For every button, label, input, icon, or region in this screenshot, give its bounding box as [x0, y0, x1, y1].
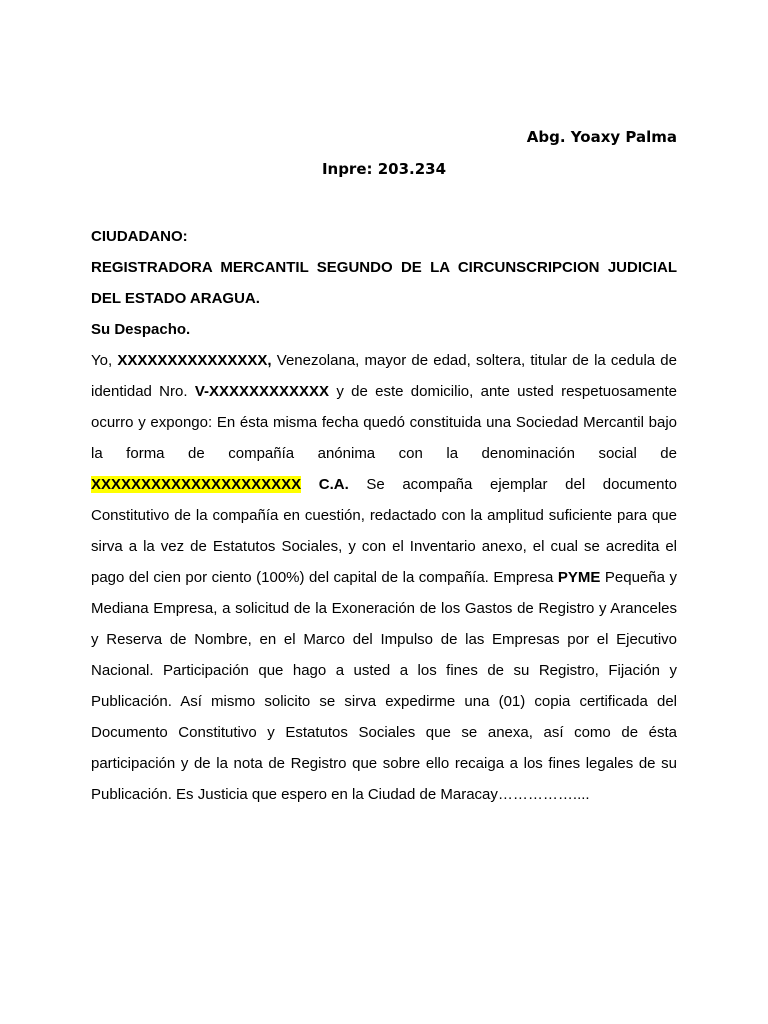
text-segment: Se acompaña ejemplar del documento Constitutivo de la compañía en cuestión, redactado con la amplitud suficiente para que sirva a la vez de Estatutos Sociales, y con el Inventario anexo, el cual se acredita el pago del cien por ciento (100%) del capital de la compañía. Empresa: [91, 476, 677, 586]
id-placeholder: V-XXXXXXXXXXXX: [194, 383, 330, 400]
closing-line: Su Despacho.: [91, 321, 191, 338]
main-paragraph: [91, 345, 677, 810]
text-segment: y de este domicilio, ante usted respetuosamente ocurro y expongo: En ésta misma fecha quedó constituida una Sociedad Mercantil bajo la forma de compañía anónima con la denominación social de: [91, 383, 677, 462]
inpre-number: Inpre: 203.234: [321, 160, 447, 178]
pyme-label: PYME: [557, 569, 601, 586]
addressee-office: REGISTRADORA MERCANTIL SEGUNDO DE LA CIRCUNSCRIPCION JUDICIAL DEL ESTADO ARAGUA.: [91, 259, 677, 307]
company-suffix: C.A.: [301, 476, 349, 493]
author-name: Abg. Yoaxy Palma: [526, 128, 677, 146]
name-placeholder: XXXXXXXXXXXXXXX,: [117, 352, 272, 369]
letter-body: [91, 221, 677, 810]
text-segment: Pequeña y Mediana Empresa, a solicitud de la Exoneración de los Gastos de Registro y Aranceles y Reserva de Nombre, en el Marco del Impulso de las Empresas por el Ejecutivo Nacional. Participación que hago a usted a los fines de su Registro, Fijación y Publicación. Así mismo solicito se sirva expedirme una (01) copia certificada del Documento Constitutivo y Estatutos Sociales que se anexa, así como de ésta participación y de la nota de Registro que sobre ello recaiga a los fines legales de su Publicación. Es Justicia que espero en la Ciudad de Maracay……………....: [91, 569, 677, 803]
salutation: CIUDADANO:: [91, 228, 188, 245]
text-segment: Venezolana, mayor de edad, soltera, titular de la cedula de identidad Nro.: [91, 352, 677, 400]
text-segment: Yo,: [91, 352, 118, 369]
company-placeholder-highlight: XXXXXXXXXXXXXXXXXXXXX: [91, 476, 302, 493]
